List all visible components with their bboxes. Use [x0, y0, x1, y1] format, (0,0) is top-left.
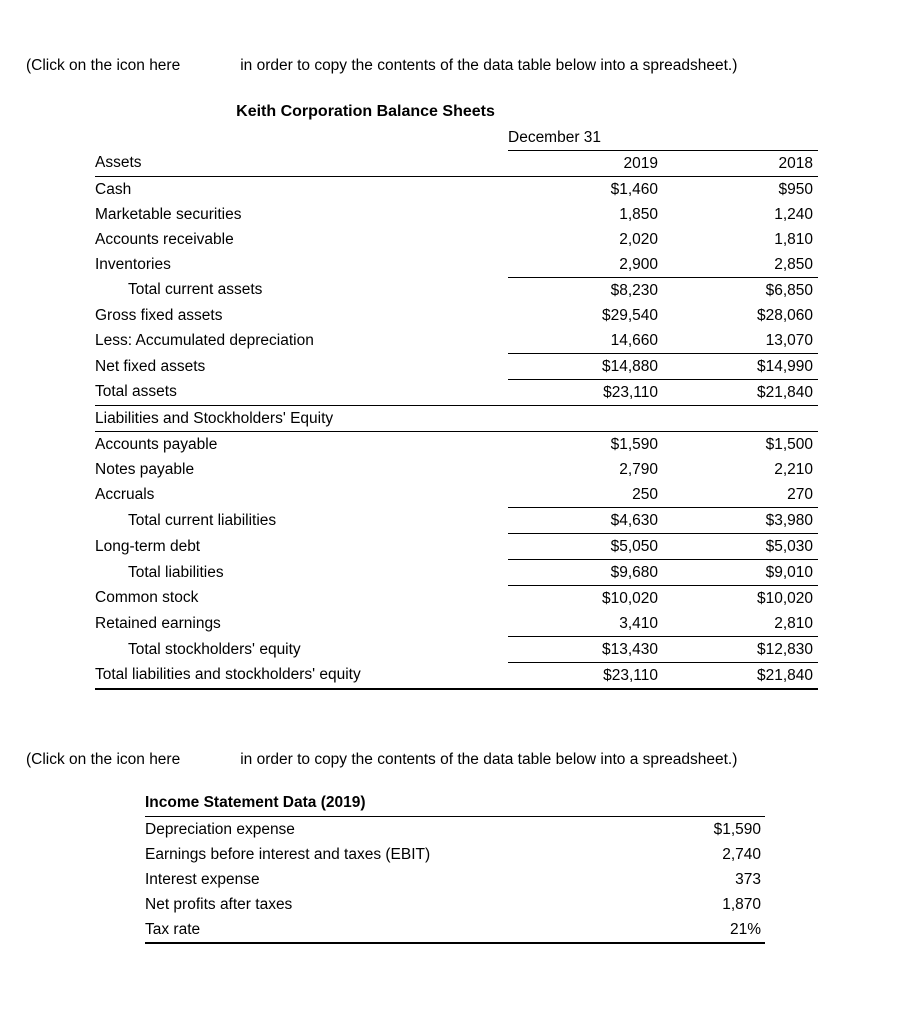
row-value-2018: 270: [787, 485, 814, 503]
row-value-2018: $21,840: [663, 663, 818, 690]
row-label: Interest expense: [145, 870, 260, 888]
row-value-2019: $23,110: [508, 380, 663, 406]
row-label: Common stock: [95, 589, 199, 607]
income-statement-section: [145, 790, 765, 944]
row-value-2018: $12,830: [663, 637, 818, 663]
row-value-2018: $6,850: [663, 278, 818, 304]
row-value-2019: 1,850: [619, 205, 658, 223]
table-row: [95, 432, 818, 458]
liabilities-header: Liabilities and Stockholders' Equity: [95, 406, 508, 432]
row-label: Total liabilities: [128, 563, 224, 581]
row-value-2019: 3,410: [619, 614, 658, 632]
table-row: [95, 177, 818, 203]
row-label: Total liabilities and stockholders' equity: [95, 663, 508, 690]
row-value-2019: 250: [632, 485, 658, 503]
row-label: Accounts payable: [95, 435, 218, 453]
row-value: 1,870: [722, 895, 761, 913]
income-statement-header-row: [145, 790, 765, 817]
income-statement-table: [145, 790, 765, 944]
row-value: 21%: [625, 917, 765, 943]
row-value-2019: $9,680: [508, 560, 663, 586]
spacer-cell: [625, 790, 765, 817]
row-value-2019: $29,540: [601, 306, 658, 324]
row-label: Retained earnings: [95, 614, 221, 632]
section-header-row: [95, 406, 818, 432]
spreadsheet-icon[interactable]: [180, 59, 240, 73]
row-label: Notes payable: [95, 460, 195, 478]
spacer-cell: [508, 406, 663, 432]
row-label: Cash: [95, 180, 132, 198]
table-row-subtotal: [95, 637, 818, 663]
instruction-text-after: in order to copy the contents of the data table below into a spreadsheet.): [240, 751, 738, 768]
period-header-row: [95, 125, 818, 151]
row-value: $1,590: [713, 820, 761, 838]
row-label: Gross fixed assets: [95, 306, 223, 324]
balance-sheet-title: Keith Corporation Balance Sheets: [236, 103, 495, 120]
table-row-total: [95, 380, 818, 406]
row-value-2018: 2,210: [774, 460, 814, 478]
row-value-2018: $28,060: [756, 306, 814, 324]
row-label: Accounts receivable: [95, 230, 234, 248]
row-label: Accruals: [95, 485, 155, 503]
row-value-2018: 2,850: [774, 255, 814, 273]
assets-header: Assets: [95, 151, 508, 177]
instruction-text-before: (Click on the icon here: [26, 57, 181, 74]
table-row-subtotal: [95, 508, 818, 534]
year-header-2019: 2019: [508, 151, 663, 177]
table-row-subtotal: [95, 278, 818, 304]
row-value-2019: $10,020: [601, 589, 658, 607]
row-value-2019: $1,590: [610, 435, 658, 453]
row-label: Less: Accumulated depreciation: [95, 331, 314, 349]
table-row: [95, 457, 818, 482]
row-value-2019: $8,230: [508, 278, 663, 304]
spacer-cell: [95, 125, 508, 151]
table-row: [95, 202, 818, 227]
row-value-2019: 2,900: [619, 255, 658, 273]
table-row: [95, 586, 818, 612]
instruction-text-after: in order to copy the contents of the data table below into a spreadsheet.): [240, 57, 738, 74]
row-label: Total stockholders' equity: [128, 640, 301, 658]
table-row: [145, 892, 765, 917]
table-row: [95, 227, 818, 252]
row-value-2018: $10,020: [756, 589, 814, 607]
year-header-row: [95, 151, 818, 177]
table-row: [145, 817, 765, 843]
row-value-2019: $1,460: [610, 180, 658, 198]
row-value: 2,740: [722, 845, 761, 863]
table-row: [145, 917, 765, 943]
row-label: Total assets: [95, 380, 508, 406]
row-label: Total current assets: [128, 281, 263, 299]
row-value-2018: 2,810: [774, 614, 814, 632]
row-value-2018: $21,840: [663, 380, 818, 406]
table-row-subtotal: [95, 354, 818, 380]
row-value-2019: 2,020: [619, 230, 658, 248]
row-label: Inventories: [95, 255, 171, 273]
row-value-2019: $13,430: [508, 637, 663, 663]
table-row-subtotal: [95, 534, 818, 560]
row-value-2019: 2,790: [619, 460, 658, 478]
spreadsheet-icon[interactable]: [180, 753, 240, 767]
table-row: [95, 303, 818, 328]
row-label: Earnings before interest and taxes (EBIT): [145, 845, 431, 863]
row-label: Marketable securities: [95, 205, 242, 223]
table-row: [95, 328, 818, 354]
income-statement-title: Income Statement Data (2019): [145, 790, 625, 817]
year-header-2018: 2018: [663, 151, 818, 177]
row-value-2018: $950: [778, 180, 814, 198]
row-value-2018: $1,500: [765, 435, 814, 453]
table-row: [95, 611, 818, 637]
row-value-2018: $9,010: [663, 560, 818, 586]
row-value-2019: $5,050: [508, 534, 663, 560]
row-value-2019: $23,110: [508, 663, 663, 690]
spacer-cell: [663, 406, 818, 432]
row-value-2019: $14,880: [508, 354, 663, 380]
period-header: December 31: [508, 125, 818, 151]
table-row-subtotal: [95, 560, 818, 586]
table-row: [145, 867, 765, 892]
row-value-2018: 1,810: [774, 230, 814, 248]
row-label: Long-term debt: [95, 537, 201, 555]
table-row: [95, 252, 818, 278]
row-value-2019: 14,660: [610, 331, 658, 349]
instruction-line-bottom: [26, 750, 737, 770]
row-value-2018: $5,030: [663, 534, 818, 560]
row-label: Tax rate: [145, 917, 625, 943]
row-value-2018: 13,070: [765, 331, 814, 349]
row-label: Net fixed assets: [95, 357, 206, 375]
balance-sheet-table: [95, 125, 818, 690]
instruction-line-top: [26, 56, 737, 76]
row-value-2019: $4,630: [508, 508, 663, 534]
row-label: Depreciation expense: [145, 820, 295, 838]
row-value-2018: $14,990: [663, 354, 818, 380]
balance-sheet-section: [95, 103, 818, 690]
row-label: Total current liabilities: [128, 511, 277, 529]
table-row: [145, 842, 765, 867]
row-value-2018: $3,980: [663, 508, 818, 534]
row-value-2018: 1,240: [774, 205, 814, 223]
instruction-text-before: (Click on the icon here: [26, 751, 181, 768]
table-row-total: [95, 663, 818, 690]
table-row: [95, 482, 818, 508]
row-label: Net profits after taxes: [145, 895, 293, 913]
row-value: 373: [735, 870, 761, 888]
